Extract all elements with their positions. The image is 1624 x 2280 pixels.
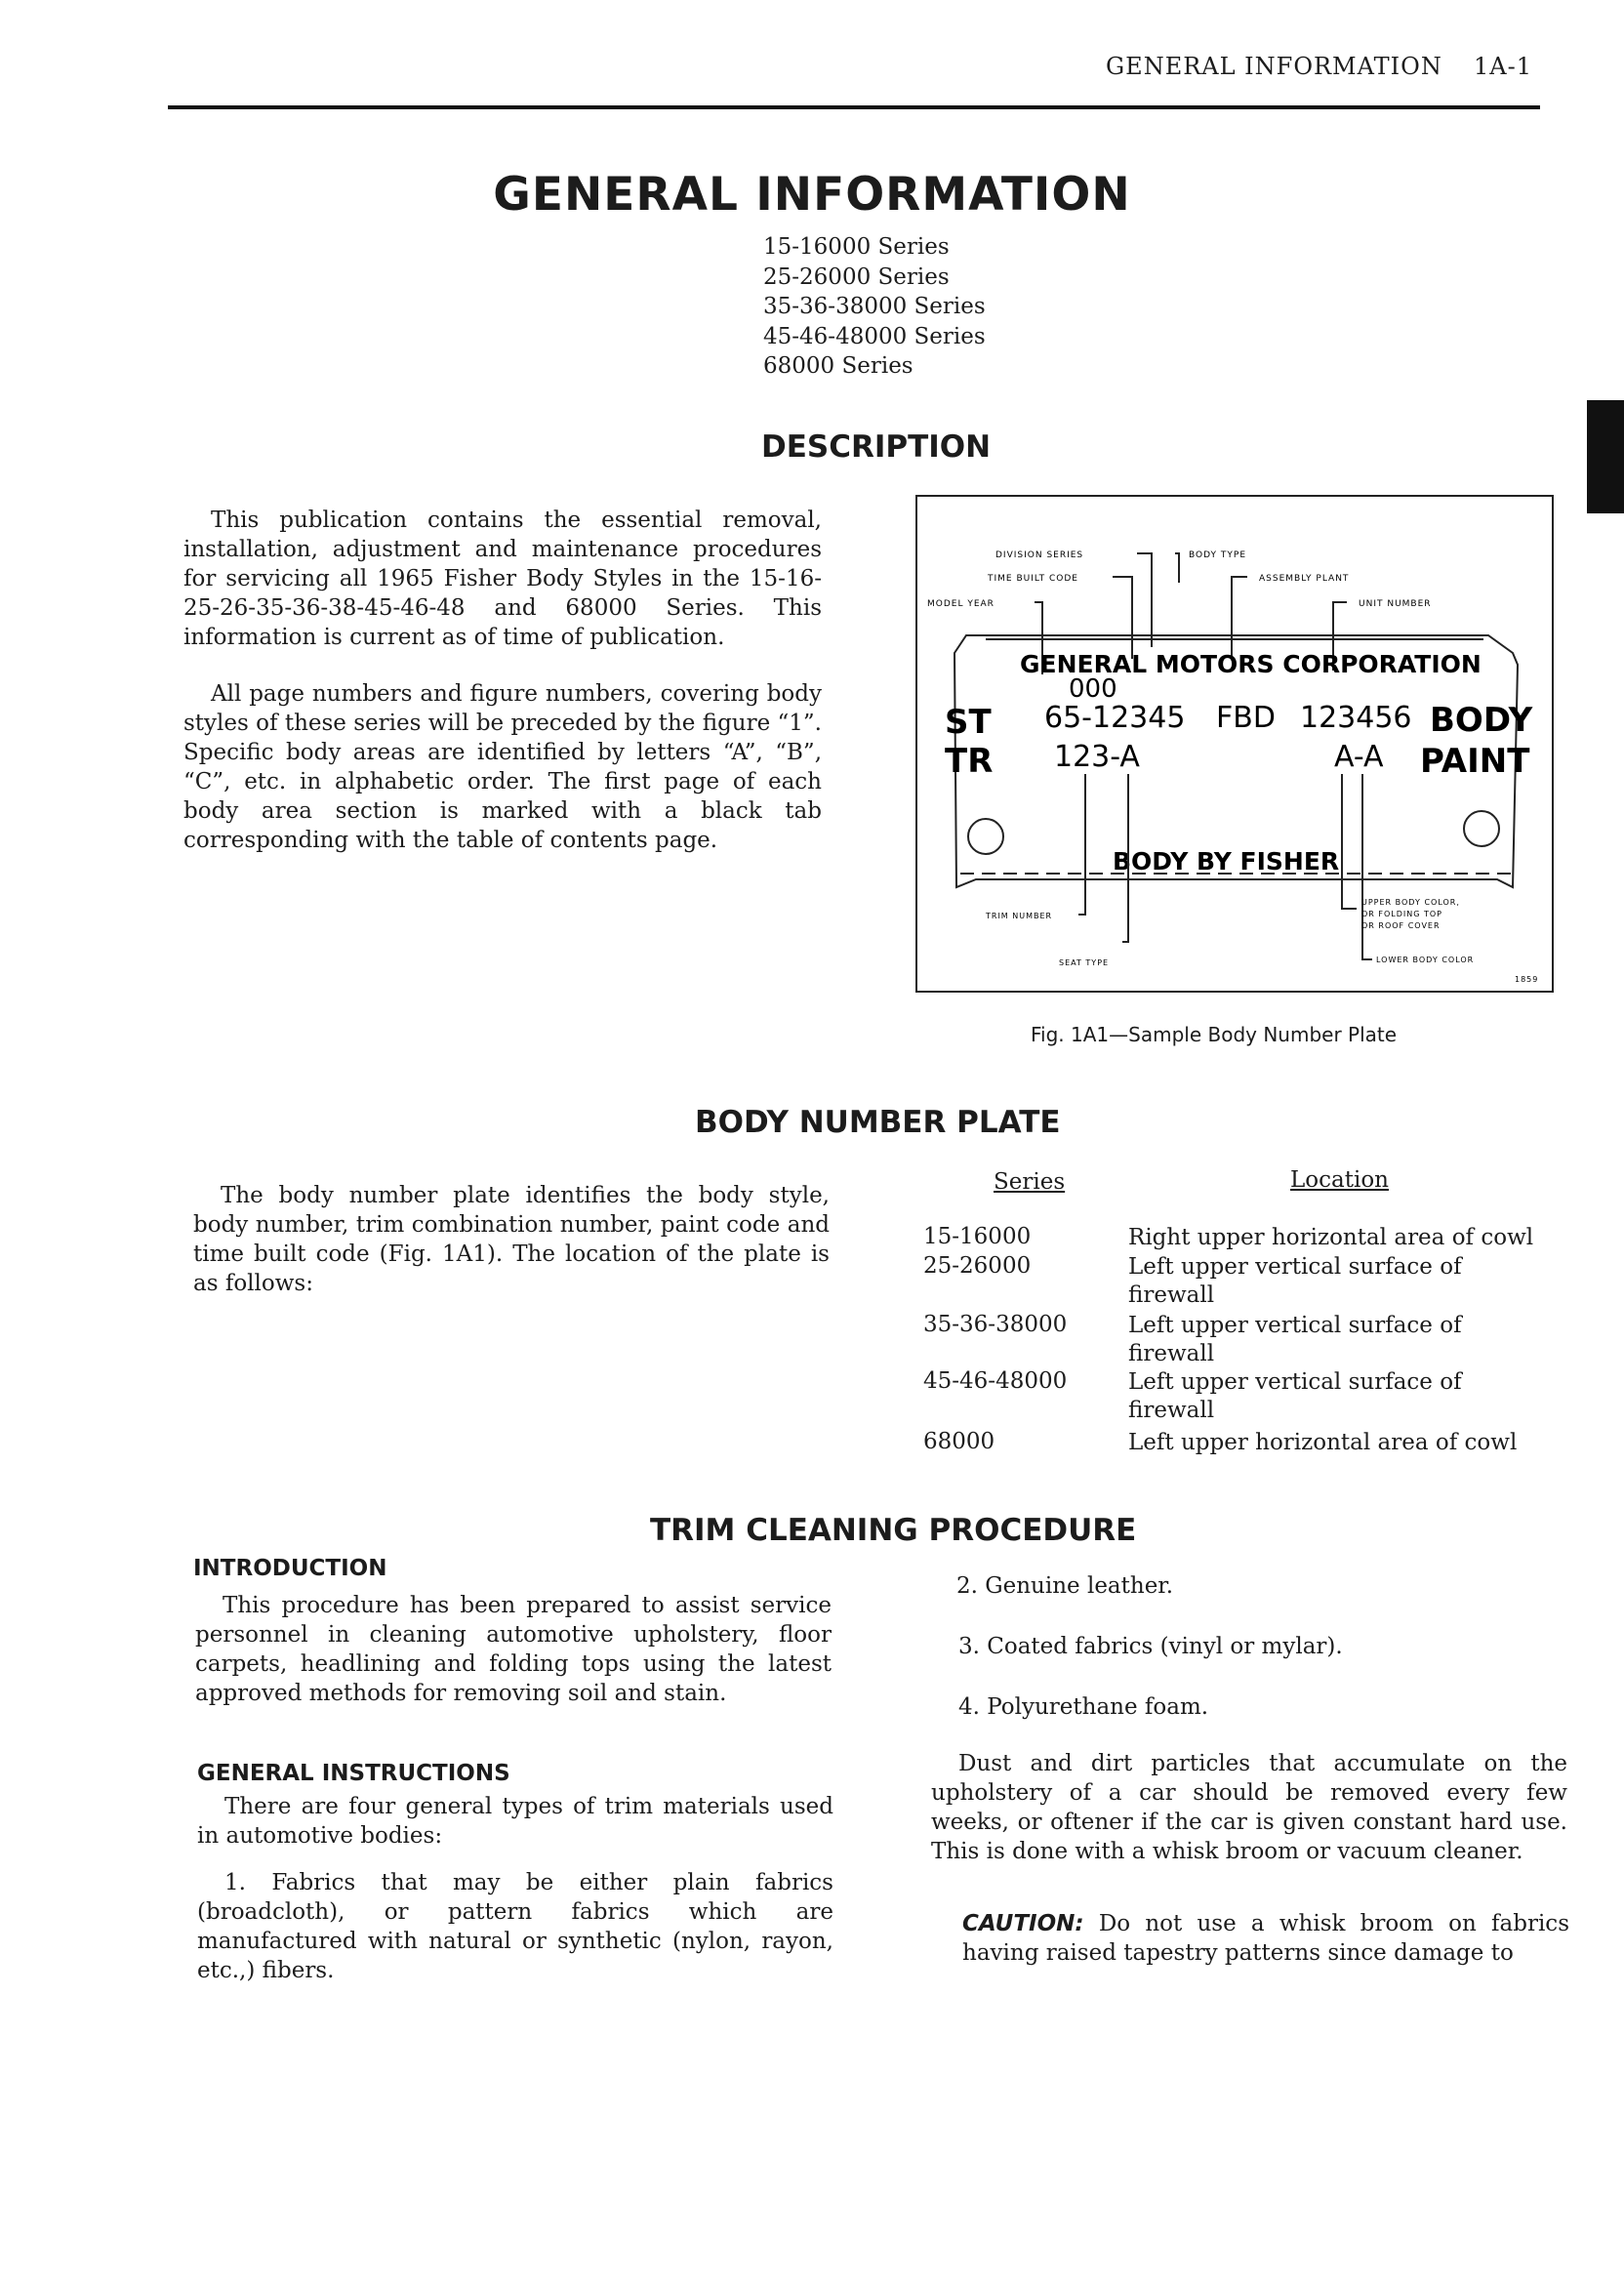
page-title: GENERAL INFORMATION [493, 168, 1131, 222]
list-item-2: 2. Genuine leather. [956, 1573, 1174, 1599]
series-list-item: 68000 Series [763, 353, 914, 379]
plate-plant: FBD [1216, 701, 1276, 735]
plate-st-value: 65-12345 [1044, 701, 1186, 735]
general-instructions-body [197, 1792, 833, 1851]
callout-upper-body-color-2: OR FOLDING TOP [1361, 910, 1443, 918]
table-cell-series: 45-46-48000 [923, 1368, 1068, 1394]
introduction-heading: INTRODUCTION [193, 1556, 387, 1581]
plate-time-code: 000 [1069, 674, 1117, 704]
dust-body [931, 1749, 1567, 1866]
description-body [183, 506, 822, 855]
table-cell-series: 25-26000 [923, 1253, 1032, 1279]
list-item-3: 3. Coated fabrics (vinyl or mylar). [958, 1634, 1343, 1659]
callout-unit-number: UNIT NUMBER [1359, 599, 1432, 609]
body-number-plate-diagram [917, 497, 1552, 991]
body-number-plate-body [193, 1181, 830, 1298]
description-heading: DESCRIPTION [761, 429, 992, 465]
general-instructions-heading: GENERAL INSTRUCTIONS [197, 1761, 510, 1786]
table-cell-location: Left upper vertical surface of firewall [1128, 1369, 1462, 1423]
plate-tr-value: 123-A [1054, 740, 1140, 774]
list-item-1 [197, 1868, 833, 1985]
callout-upper-body-color-3: OR ROOF COVER [1361, 921, 1441, 930]
table-cell-location: Right upper horizontal area of cowl [1128, 1225, 1534, 1250]
table-cell-location: Left upper vertical surface of firewall [1128, 1254, 1462, 1308]
figure-body-number-plate [915, 495, 1554, 993]
page-number: 1A-1 [1474, 53, 1532, 80]
introduction-body [195, 1591, 832, 1708]
series-list-item: 15-16000 Series [763, 234, 950, 260]
plate-line1: GENERAL MOTORS CORPORATION [1020, 650, 1482, 678]
callout-time-built-code: TIME BUILT CODE [988, 574, 1078, 584]
caution-note [962, 1909, 1569, 1968]
body-number-plate-paragraph: The body number plate identifies the body style, body number, trim combination number, paint code and time built code (Fig. 1A1). The location of the plate is as follows: [193, 1183, 830, 1296]
series-list-item: 45-46-48000 Series [763, 323, 986, 349]
table-cell-series: 15-16000 [923, 1224, 1032, 1249]
figure-number: 1859 [1515, 975, 1539, 984]
plate-unit: 123456 [1300, 701, 1412, 735]
callout-assembly-plant: ASSEMBLY PLANT [1259, 574, 1350, 584]
section-tab [1587, 400, 1624, 513]
body-number-plate-heading: BODY NUMBER PLATE [695, 1105, 1061, 1140]
figure-caption: Fig. 1A1—Sample Body Number Plate [1031, 1023, 1398, 1046]
callout-trim-number: TRIM NUMBER [986, 912, 1053, 920]
callout-model-year: MODEL YEAR [927, 599, 995, 609]
table-header-location: Location [1290, 1167, 1389, 1193]
series-list [763, 232, 986, 382]
series-list-item: 35-36-38000 Series [763, 294, 986, 319]
dust-paragraph: Dust and dirt particles that accumulate on the upholstery of a car should be removed every few weeks, or oftener if the car is given constant hard use. This is done with a whisk broom or vacuum cleaner. [931, 1751, 1567, 1864]
plate-paint-value: A-A [1334, 740, 1384, 774]
plate-bottom: BODY BY FISHER [1113, 847, 1340, 875]
table-cell-series: 68000 [923, 1429, 995, 1454]
running-header-title: GENERAL INFORMATION [1106, 53, 1442, 80]
plate-body-label: BODY [1430, 701, 1533, 740]
general-instructions-paragraph: There are four general types of trim materials used in automotive bodies: [197, 1794, 833, 1849]
location-table [923, 1167, 1567, 1460]
plate-paint-label: PAINT [1420, 742, 1530, 781]
plate-tr-label: TR [945, 742, 994, 781]
list-item-text: 1. Fabrics that may be either plain fabrics (broadcloth), or pattern fabrics which are manufactured with natural or synthetic (nylon, rayon, etc.,) fibers. [197, 1870, 833, 1983]
table-cell-location: Left upper vertical surface of firewall [1128, 1313, 1462, 1366]
table-header-series: Series [994, 1169, 1066, 1195]
description-paragraph: This publication contains the essential removal, installation, adjustment and maintenance procedures for servicing all 1965 Fisher Body Styles in the 15-16-25-26-35-36-38-45-46-48 and 68000 Series. This information is current as of time of publication. [183, 508, 822, 650]
plate-st-label: ST [945, 703, 992, 742]
description-paragraph: All page numbers and figure numbers, covering body styles of these series will be preceded by the figure “1”. Specific body areas are identified by letters “A”, “B”, “C”, etc. in alphabetic order. The first page of each body area section is marked with a black tab corresponding with the table of contents page. [183, 681, 822, 853]
header-rule [168, 105, 1540, 109]
callout-upper-body-color: UPPER BODY COLOR, [1361, 898, 1460, 907]
callout-lower-body-color: LOWER BODY COLOR [1376, 956, 1475, 964]
list-item-4: 4. Polyurethane foam. [958, 1694, 1209, 1720]
table-cell-location: Left upper horizontal area of cowl [1128, 1430, 1518, 1455]
caution-text: Do not use a whisk broom on fabrics having raised tapestry patterns since damage to [962, 1911, 1569, 1966]
trim-cleaning-heading: TRIM CLEANING PROCEDURE [650, 1513, 1137, 1548]
table-cell-series: 35-36-38000 [923, 1312, 1068, 1337]
callout-body-type: BODY TYPE [1189, 550, 1247, 560]
introduction-paragraph: This procedure has been prepared to assist service personnel in cleaning automotive upholstery, floor carpets, headlining and folding tops using the latest approved methods for removing soil and stain. [195, 1593, 832, 1706]
callout-seat-type: SEAT TYPE [1059, 958, 1110, 967]
caution-label: CAUTION: [962, 1911, 1084, 1936]
callout-division-series: DIVISION SERIES [995, 550, 1084, 560]
series-list-item: 25-26000 Series [763, 264, 950, 290]
